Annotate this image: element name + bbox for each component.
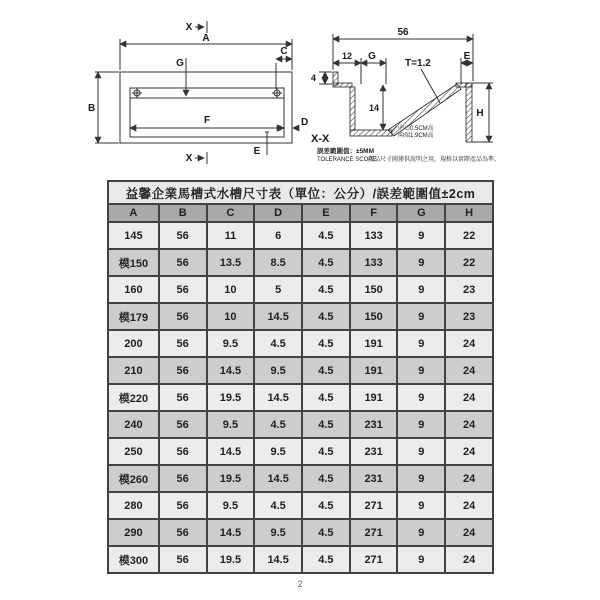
table-cell: 23	[445, 276, 493, 303]
tolerance-value: 誤差範圍值：±5MM	[317, 148, 375, 155]
table-cell: 5	[254, 276, 302, 303]
column-header: A	[108, 204, 159, 222]
section-marker-bottom-label: X	[185, 153, 193, 164]
dim-label-56: 56	[397, 27, 409, 38]
table-cell: 24	[445, 330, 493, 357]
column-header: D	[254, 204, 302, 222]
table-cell: 14.5	[207, 519, 255, 546]
tolerance-disclaimer: 產品尺寸圖僅供說明之用，規格以實際產品為準。	[368, 157, 501, 163]
dim-label-c: C	[280, 46, 288, 57]
table-cell: 模260	[108, 465, 159, 492]
column-header: G	[397, 204, 445, 222]
table-cell: 9.5	[254, 357, 302, 384]
table-cell: 4.5	[254, 411, 302, 438]
drain-hole-icon	[272, 88, 282, 98]
table-row	[108, 330, 493, 357]
table-cell: 231	[350, 465, 398, 492]
table-row	[108, 303, 493, 330]
table-cell: 4.5	[254, 492, 302, 519]
section-view-title: X-X	[311, 133, 330, 145]
dim-label-e: E	[253, 146, 261, 157]
column-header: C	[207, 204, 255, 222]
slope-note-line1: 中心0.5CM高	[398, 126, 434, 132]
table-cell: 模220	[108, 384, 159, 411]
table-cell: 4.5	[302, 492, 350, 519]
table-cell: 56	[159, 465, 207, 492]
table-cell: 160	[108, 276, 159, 303]
table-cell: 231	[350, 411, 398, 438]
table-row	[108, 249, 493, 276]
table-cell: 56	[159, 357, 207, 384]
table-cell: 13.5	[207, 249, 255, 276]
table-cell: 24	[445, 411, 493, 438]
table-cell: 24	[445, 492, 493, 519]
table-cell: 145	[108, 222, 159, 249]
table-cell: 150	[350, 276, 398, 303]
table-row	[108, 384, 493, 411]
table-row	[108, 411, 493, 438]
table-cell: 24	[445, 438, 493, 465]
table-cell: 6	[254, 222, 302, 249]
dim-label-f: F	[203, 115, 211, 126]
table-cell: 24	[445, 546, 493, 573]
table-cell: 56	[159, 546, 207, 573]
drain-hole-icon	[132, 88, 142, 98]
table-cell: 4.5	[302, 438, 350, 465]
table-cell: 19.5	[207, 384, 255, 411]
table-cell: 14.5	[254, 465, 302, 492]
table-cell: 133	[350, 222, 398, 249]
table-cell: 56	[159, 222, 207, 249]
table-cell: 271	[350, 492, 398, 519]
table-cell: 56	[159, 303, 207, 330]
table-cell: 9	[397, 519, 445, 546]
table-cell: 24	[445, 465, 493, 492]
table-cell: 240	[108, 411, 159, 438]
table-cell: 10	[207, 303, 255, 330]
table-cell: 56	[159, 384, 207, 411]
table-cell: 4.5	[302, 249, 350, 276]
table-cell: 4.5	[302, 276, 350, 303]
table-row	[108, 519, 493, 546]
table-cell: 9	[397, 222, 445, 249]
table-cell: 模150	[108, 249, 159, 276]
table-cell: 11	[207, 222, 255, 249]
table-cell: 9	[397, 384, 445, 411]
table-cell: 9	[397, 546, 445, 573]
table-cell: 14.5	[207, 357, 255, 384]
table-cell: 280	[108, 492, 159, 519]
dim-label-a: A	[202, 33, 210, 44]
table-cell: 9	[397, 438, 445, 465]
table-cell: 191	[350, 384, 398, 411]
table-cell: 4.5	[254, 330, 302, 357]
table-cell: 9	[397, 330, 445, 357]
table-cell: 4.5	[302, 546, 350, 573]
dim-label-b: B	[88, 103, 96, 114]
table-cell: 22	[445, 249, 493, 276]
table-cell: 4.5	[302, 222, 350, 249]
table-cell: 133	[350, 249, 398, 276]
column-header: B	[159, 204, 207, 222]
dim-label-e: E	[463, 51, 471, 62]
table-row	[108, 276, 493, 303]
table-cell: 4.5	[302, 384, 350, 411]
table-cell: 10	[207, 276, 255, 303]
table-cell: 14.5	[207, 438, 255, 465]
table-header-row	[108, 204, 493, 222]
table-cell: 4.5	[302, 303, 350, 330]
dim-label-g: G	[176, 58, 184, 69]
dimension-table	[107, 180, 494, 574]
table-cell: 191	[350, 330, 398, 357]
table-cell: 模179	[108, 303, 159, 330]
table-cell: 56	[159, 519, 207, 546]
table-cell: 19.5	[207, 546, 255, 573]
table-cell: 4.5	[302, 519, 350, 546]
column-header: F	[350, 204, 398, 222]
table-cell: 150	[350, 303, 398, 330]
table-cell: 9	[397, 303, 445, 330]
table-cell: 56	[159, 276, 207, 303]
table-cell: 231	[350, 438, 398, 465]
table-title: 益馨企業馬槽式水槽尺寸表（單位：公分）/誤差範圍值±2cm	[108, 181, 493, 204]
table-cell: 210	[108, 357, 159, 384]
table-cell: 56	[159, 411, 207, 438]
dim-label-h: H	[476, 108, 484, 119]
table-row	[108, 492, 493, 519]
column-header: E	[302, 204, 350, 222]
section-marker-top-label: X	[185, 22, 193, 33]
table-cell: 4.5	[302, 357, 350, 384]
table-cell: 56	[159, 438, 207, 465]
page-number: 2	[297, 579, 303, 589]
tolerance-label-en: TOLERANCE SCOPE	[317, 157, 377, 163]
table-cell: 14.5	[254, 303, 302, 330]
table-cell: 4.5	[302, 330, 350, 357]
table-cell: 23	[445, 303, 493, 330]
table-row	[108, 465, 493, 492]
table-cell: 9	[397, 249, 445, 276]
table-cell: 14.5	[254, 384, 302, 411]
dim-label-12: 12	[341, 51, 353, 61]
table-cell: 9	[397, 276, 445, 303]
table-cell: 9.5	[207, 330, 255, 357]
thickness-label: T=1.2	[405, 58, 431, 69]
table-cell: 9	[397, 465, 445, 492]
table-cell: 56	[159, 249, 207, 276]
table-row	[108, 438, 493, 465]
table-cell: 56	[159, 492, 207, 519]
table-cell: 271	[350, 519, 398, 546]
slope-note-line2: 兩端1.9CM高	[398, 133, 434, 139]
table-cell: 4.5	[302, 465, 350, 492]
table-cell: 9	[397, 357, 445, 384]
table-cell: 9.5	[207, 411, 255, 438]
table-cell: 191	[350, 357, 398, 384]
table-cell: 290	[108, 519, 159, 546]
table-row	[108, 546, 493, 573]
table-cell: 56	[159, 330, 207, 357]
dim-label-4: 4	[311, 73, 317, 83]
table-cell: 19.5	[207, 465, 255, 492]
table-row	[108, 357, 493, 384]
table-row	[108, 222, 493, 249]
table-cell: 9.5	[207, 492, 255, 519]
table-cell: 271	[350, 546, 398, 573]
table-cell: 9	[397, 492, 445, 519]
table-cell: 8.5	[254, 249, 302, 276]
table-cell: 24	[445, 519, 493, 546]
table-cell: 9.5	[254, 519, 302, 546]
dim-label-d: D	[301, 117, 309, 128]
table-cell: 9.5	[254, 438, 302, 465]
plan-view-drawing	[85, 10, 315, 175]
table-cell: 24	[445, 357, 493, 384]
table-cell: 22	[445, 222, 493, 249]
table-cell: 14.5	[254, 546, 302, 573]
table-title-row	[108, 181, 493, 204]
column-header: H	[445, 204, 493, 222]
table-cell: 4.5	[302, 411, 350, 438]
section-view-drawing	[305, 8, 600, 178]
dim-label-14: 14	[368, 103, 380, 113]
dim-label-g: G	[368, 51, 376, 62]
table-cell: 250	[108, 438, 159, 465]
table-cell: 200	[108, 330, 159, 357]
table-cell: 9	[397, 411, 445, 438]
table-cell: 模300	[108, 546, 159, 573]
table-cell: 24	[445, 384, 493, 411]
